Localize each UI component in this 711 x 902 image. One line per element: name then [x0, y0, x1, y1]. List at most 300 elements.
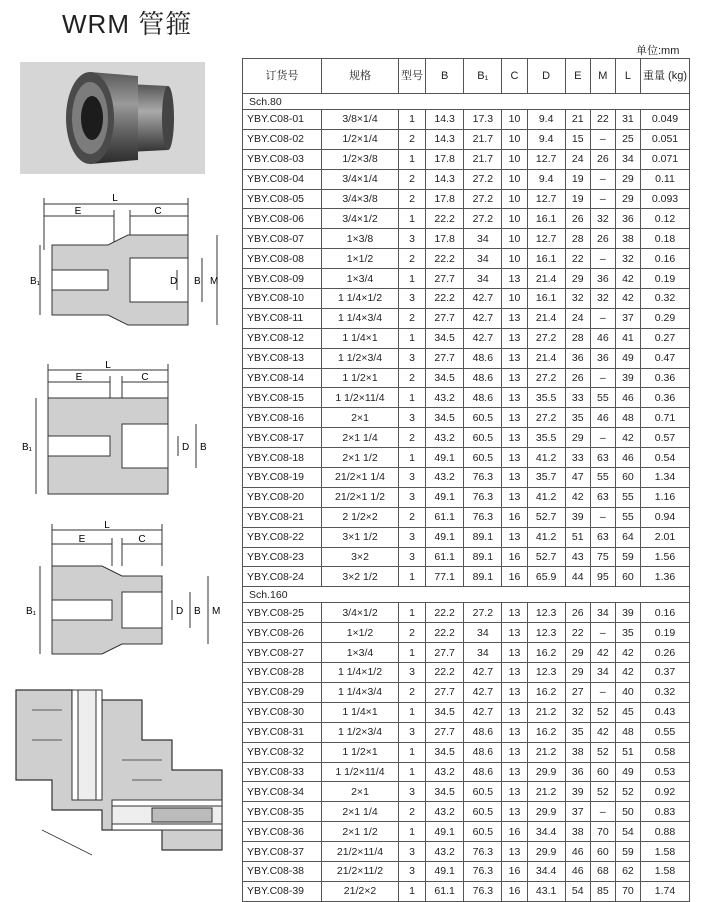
table-cell: 10: [502, 129, 527, 149]
table-cell: 13: [502, 328, 527, 348]
table-cell: 28: [565, 229, 590, 249]
table-cell: 1: [399, 269, 426, 289]
table-cell: 43.2: [426, 428, 464, 448]
table-cell: 46: [565, 861, 590, 881]
table-cell: 49.1: [426, 448, 464, 468]
table-cell: 1: [399, 110, 426, 130]
table-cell: 12.3: [527, 623, 565, 643]
table-cell: 49: [615, 762, 640, 782]
table-cell: 2: [399, 368, 426, 388]
table-cell: 43.2: [426, 802, 464, 822]
dim-label-d: D: [170, 276, 178, 287]
dim-label-l: L: [112, 193, 118, 204]
table-cell: 1×3/4: [322, 269, 399, 289]
table-cell: 27.2: [464, 603, 502, 623]
table-cell: 13: [502, 408, 527, 428]
table-cell: 3: [399, 408, 426, 428]
table-cell: 41: [615, 328, 640, 348]
table-cell: 0.57: [641, 428, 690, 448]
table-cell: 27.7: [426, 643, 464, 663]
table-cell: 0.58: [641, 742, 690, 762]
table-row: [243, 742, 690, 762]
table-cell: 1.16: [641, 487, 690, 507]
table-cell: 13: [502, 368, 527, 388]
table-cell: 76.3: [464, 842, 502, 862]
table-cell: 13: [502, 762, 527, 782]
table-row: [243, 129, 690, 149]
table-row: [243, 308, 690, 328]
table-cell: 3: [399, 782, 426, 802]
table-cell: 13: [502, 742, 527, 762]
table-cell: YBY.C08-15: [243, 388, 322, 408]
table-cell: 89.1: [464, 527, 502, 547]
table-cell: 19: [565, 189, 590, 209]
table-row: [243, 702, 690, 722]
table-cell: 60.5: [464, 448, 502, 468]
table-cell: 1: [399, 567, 426, 587]
table-cell: 0.071: [641, 149, 690, 169]
table-cell: 13: [502, 468, 527, 488]
table-cell: 46: [590, 328, 615, 348]
table-cell: 61.1: [426, 507, 464, 527]
table-cell: 2: [399, 623, 426, 643]
table-cell: 26: [565, 368, 590, 388]
unit-label: 单位:mm: [636, 45, 680, 57]
table-cell: YBY.C08-23: [243, 547, 322, 567]
table-cell: 76.3: [464, 881, 502, 901]
table-cell: 34: [464, 269, 502, 289]
table-cell: 1: [399, 643, 426, 663]
table-cell: 34: [615, 149, 640, 169]
table-cell: 44: [565, 567, 590, 587]
col-header-b: B: [426, 59, 464, 94]
table-cell: 27.7: [426, 348, 464, 368]
table-cell: 35.5: [527, 388, 565, 408]
table-cell: 2: [399, 129, 426, 149]
table-cell: 1 1/4×3/4: [322, 682, 399, 702]
table-cell: 10: [502, 149, 527, 169]
table-cell: 29.9: [527, 762, 565, 782]
table-cell: 16.1: [527, 289, 565, 309]
dimension-diagram-type1: [12, 190, 232, 340]
table-cell: 0.32: [641, 289, 690, 309]
col-header-size: 规格: [322, 59, 399, 94]
table-cell: 43: [565, 547, 590, 567]
table-cell: YBY.C08-03: [243, 149, 322, 169]
table-row: [243, 547, 690, 567]
table-cell: 0.19: [641, 623, 690, 643]
table-cell: 42: [615, 663, 640, 683]
table-cell: 0.32: [641, 682, 690, 702]
table-cell: YBY.C08-13: [243, 348, 322, 368]
table-cell: 32: [590, 209, 615, 229]
table-cell: 13: [502, 308, 527, 328]
table-cell: YBY.C08-36: [243, 822, 322, 842]
table-cell: 1: [399, 603, 426, 623]
table-row: [243, 643, 690, 663]
table-cell: 1×3/8: [322, 229, 399, 249]
table-cell: 42.7: [464, 308, 502, 328]
table-cell: 2×1 1/4: [322, 428, 399, 448]
table-cell: 33: [565, 388, 590, 408]
table-cell: 1: [399, 762, 426, 782]
table-cell: 89.1: [464, 567, 502, 587]
table-cell: 76.3: [464, 507, 502, 527]
table-cell: YBY.C08-25: [243, 603, 322, 623]
table-cell: 52: [615, 782, 640, 802]
table-cell: 16: [502, 507, 527, 527]
table-cell: 37: [615, 308, 640, 328]
table-cell: YBY.C08-17: [243, 428, 322, 448]
table-cell: 75: [590, 547, 615, 567]
table-cell: 1×1/2: [322, 623, 399, 643]
table-cell: 52: [590, 742, 615, 762]
table-cell: 60.5: [464, 428, 502, 448]
table-cell: 27.7: [426, 308, 464, 328]
table-cell: 3×1 1/2: [322, 527, 399, 547]
table-cell: 34: [464, 643, 502, 663]
table-row: [243, 468, 690, 488]
table-cell: YBY.C08-19: [243, 468, 322, 488]
table-row: [243, 527, 690, 547]
table-cell: 22.2: [426, 623, 464, 643]
table-cell: 32: [565, 289, 590, 309]
table-cell: 34.5: [426, 328, 464, 348]
table-cell: 16.1: [527, 209, 565, 229]
table-cell: 3: [399, 861, 426, 881]
table-cell: 2: [399, 169, 426, 189]
table-cell: 3/4×1/2: [322, 209, 399, 229]
table-row: [243, 762, 690, 782]
table-cell: –: [590, 169, 615, 189]
table-cell: 1 1/4×1/2: [322, 663, 399, 683]
table-cell: 26: [565, 603, 590, 623]
dim-label-e: E: [78, 534, 86, 545]
table-row: [243, 567, 690, 587]
table-cell: 13: [502, 842, 527, 862]
table-cell: 1.58: [641, 842, 690, 862]
table-cell: 29.9: [527, 842, 565, 862]
dim-label-b1: B₁: [26, 606, 37, 617]
table-cell: 34: [464, 623, 502, 643]
table-cell: 22.2: [426, 663, 464, 683]
table-cell: 16: [502, 547, 527, 567]
table-cell: 0.11: [641, 169, 690, 189]
table-cell: 13: [502, 643, 527, 663]
table-cell: 12.7: [527, 189, 565, 209]
table-cell: 22: [565, 623, 590, 643]
table-cell: 61.1: [426, 881, 464, 901]
table-cell: 36: [590, 348, 615, 368]
table-cell: 1 1/2×3/4: [322, 348, 399, 368]
table-cell: 1 1/4×1: [322, 702, 399, 722]
table-cell: YBY.C08-28: [243, 663, 322, 683]
product-photo: [20, 62, 205, 174]
table-cell: 25: [615, 129, 640, 149]
table-cell: 60.5: [464, 822, 502, 842]
table-cell: YBY.C08-12: [243, 328, 322, 348]
table-cell: YBY.C08-09: [243, 269, 322, 289]
page-title: WRM 管箍: [62, 9, 193, 39]
table-row: [243, 782, 690, 802]
table-cell: 22.2: [426, 289, 464, 309]
table-cell: 34: [464, 249, 502, 269]
table-cell: 0.94: [641, 507, 690, 527]
table-cell: 10: [502, 209, 527, 229]
table-row: [243, 169, 690, 189]
table-cell: YBY.C08-34: [243, 782, 322, 802]
table-cell: YBY.C08-24: [243, 567, 322, 587]
table-cell: 60: [590, 762, 615, 782]
table-cell: 1 1/2×1: [322, 368, 399, 388]
table-cell: 14.3: [426, 169, 464, 189]
table-cell: 2: [399, 249, 426, 269]
table-cell: YBY.C08-10: [243, 289, 322, 309]
table-cell: 49: [615, 348, 640, 368]
table-cell: 60.5: [464, 782, 502, 802]
table-cell: 2×1: [322, 782, 399, 802]
table-cell: 60.5: [464, 408, 502, 428]
section-row: [243, 587, 690, 603]
table-cell: 2×1: [322, 408, 399, 428]
table-cell: 62: [615, 861, 640, 881]
table-cell: 2: [399, 682, 426, 702]
table-cell: 12.7: [527, 149, 565, 169]
table-cell: 33: [565, 448, 590, 468]
table-cell: 3: [399, 527, 426, 547]
table-cell: 34.5: [426, 368, 464, 388]
table-cell: 3/4×1/2: [322, 603, 399, 623]
table-cell: 16.2: [527, 682, 565, 702]
col-header-l: L: [615, 59, 640, 94]
table-cell: 48.6: [464, 762, 502, 782]
table-cell: 0.12: [641, 209, 690, 229]
table-cell: 29.9: [527, 802, 565, 822]
table-cell: 13: [502, 802, 527, 822]
table-cell: 64: [615, 527, 640, 547]
table-cell: 41.2: [527, 448, 565, 468]
table-row: [243, 623, 690, 643]
table-cell: 0.54: [641, 448, 690, 468]
col-header-weight: 重量 (kg): [641, 59, 690, 94]
table-cell: 27.2: [464, 189, 502, 209]
table-cell: 35: [565, 408, 590, 428]
table-cell: 34.5: [426, 742, 464, 762]
table-cell: 1.34: [641, 468, 690, 488]
table-cell: 13: [502, 487, 527, 507]
table-cell: 39: [615, 603, 640, 623]
table-cell: 17.8: [426, 149, 464, 169]
dim-label-b1: B₁: [30, 276, 41, 287]
table-cell: 35: [565, 722, 590, 742]
table-cell: YBY.C08-37: [243, 842, 322, 862]
table-cell: 0.43: [641, 702, 690, 722]
table-cell: 40: [615, 682, 640, 702]
table-cell: 1: [399, 388, 426, 408]
dim-label-c: C: [138, 534, 146, 545]
table-cell: YBY.C08-38: [243, 861, 322, 881]
table-cell: 34.5: [426, 408, 464, 428]
table-cell: 35.7: [527, 468, 565, 488]
table-cell: 13: [502, 663, 527, 683]
table-row: [243, 408, 690, 428]
table-cell: 55: [615, 487, 640, 507]
col-header-e: E: [565, 59, 590, 94]
table-cell: YBY.C08-32: [243, 742, 322, 762]
table-cell: 42.7: [464, 702, 502, 722]
table-cell: 22: [565, 249, 590, 269]
table-cell: 3: [399, 348, 426, 368]
table-cell: 45: [615, 702, 640, 722]
table-cell: 13: [502, 388, 527, 408]
table-cell: 34: [464, 229, 502, 249]
table-cell: 16.2: [527, 643, 565, 663]
table-cell: 48: [615, 722, 640, 742]
table-cell: 13: [502, 348, 527, 368]
table-cell: YBY.C08-02: [243, 129, 322, 149]
col-header-m: M: [590, 59, 615, 94]
table-cell: 1: [399, 702, 426, 722]
col-header-d: D: [527, 59, 565, 94]
table-cell: 41.2: [527, 527, 565, 547]
table-cell: 21/2×1 1/4: [322, 468, 399, 488]
table-row: [243, 289, 690, 309]
dim-label-c: C: [141, 372, 149, 383]
table-cell: 46: [590, 408, 615, 428]
dimension-diagram-type2: [12, 358, 232, 508]
table-cell: 3: [399, 289, 426, 309]
dim-label-e: E: [75, 372, 83, 383]
table-cell: –: [590, 308, 615, 328]
table-cell: 1/2×1/4: [322, 129, 399, 149]
table-cell: 2: [399, 428, 426, 448]
table-cell: 21.7: [464, 149, 502, 169]
table-cell: 0.36: [641, 388, 690, 408]
table-cell: 13: [502, 623, 527, 643]
table-cell: 36: [565, 762, 590, 782]
table-cell: 0.27: [641, 328, 690, 348]
table-cell: 52.7: [527, 547, 565, 567]
table-cell: 54: [615, 822, 640, 842]
table-cell: 38: [565, 822, 590, 842]
table-cell: 1.74: [641, 881, 690, 901]
table-cell: YBY.C08-30: [243, 702, 322, 722]
table-cell: 70: [590, 822, 615, 842]
table-cell: YBY.C08-27: [243, 643, 322, 663]
table-row: [243, 229, 690, 249]
table-cell: 26: [590, 229, 615, 249]
table-cell: 52.7: [527, 507, 565, 527]
table-cell: 21.4: [527, 308, 565, 328]
table-cell: 3: [399, 663, 426, 683]
table-cell: 39: [615, 368, 640, 388]
dim-label-c: C: [154, 206, 162, 217]
table-cell: YBY.C08-08: [243, 249, 322, 269]
table-cell: 0.18: [641, 229, 690, 249]
table-cell: 16: [502, 861, 527, 881]
table-cell: 21.2: [527, 782, 565, 802]
table-cell: 13: [502, 428, 527, 448]
table-cell: 28: [565, 328, 590, 348]
table-cell: 0.26: [641, 643, 690, 663]
dim-label-m: M: [210, 276, 219, 287]
table-cell: 1 1/4×1/2: [322, 289, 399, 309]
table-cell: 32: [565, 702, 590, 722]
table-row: [243, 209, 690, 229]
table-cell: 63: [590, 448, 615, 468]
table-row: [243, 881, 690, 901]
table-cell: YBY.C08-39: [243, 881, 322, 901]
table-cell: 43.2: [426, 468, 464, 488]
table-cell: 27.2: [527, 368, 565, 388]
table-cell: 49.1: [426, 822, 464, 842]
table-cell: 0.47: [641, 348, 690, 368]
dim-label-b: B: [194, 276, 201, 287]
table-cell: 0.37: [641, 663, 690, 683]
table-cell: 2×1 1/2: [322, 448, 399, 468]
table-cell: 27.7: [426, 269, 464, 289]
table-cell: 10: [502, 169, 527, 189]
table-row: [243, 603, 690, 623]
table-cell: 12.3: [527, 603, 565, 623]
table-cell: 60: [590, 842, 615, 862]
table-cell: 43.2: [426, 842, 464, 862]
table-cell: 0.83: [641, 802, 690, 822]
table-cell: 89.1: [464, 547, 502, 567]
table-cell: 39: [565, 507, 590, 527]
table-cell: 3: [399, 722, 426, 742]
table-cell: 3/4×3/8: [322, 189, 399, 209]
col-header-c: C: [502, 59, 527, 94]
table-cell: 12.7: [527, 229, 565, 249]
table-cell: 77.1: [426, 567, 464, 587]
table-cell: 52: [590, 782, 615, 802]
col-header-b1: B₁: [464, 59, 502, 94]
table-cell: 2.01: [641, 527, 690, 547]
dim-label-l: L: [105, 360, 111, 371]
table-cell: 2×1 1/4: [322, 802, 399, 822]
table-row: [243, 822, 690, 842]
table-cell: 9.4: [527, 129, 565, 149]
table-cell: 22.2: [426, 603, 464, 623]
section-row: [243, 94, 690, 110]
table-cell: 1 1/4×3/4: [322, 308, 399, 328]
table-cell: 10: [502, 229, 527, 249]
table-cell: 1: [399, 881, 426, 901]
table-cell: 55: [590, 468, 615, 488]
table-cell: 29: [565, 428, 590, 448]
table-cell: 0.88: [641, 822, 690, 842]
table-cell: 3: [399, 229, 426, 249]
table-row: [243, 368, 690, 388]
table-cell: 2: [399, 802, 426, 822]
table-cell: 76.3: [464, 468, 502, 488]
table-cell: YBY.C08-11: [243, 308, 322, 328]
table-cell: 2: [399, 308, 426, 328]
table-cell: YBY.C08-05: [243, 189, 322, 209]
table-cell: 12.3: [527, 663, 565, 683]
table-cell: 42.7: [464, 289, 502, 309]
table-cell: 46: [615, 388, 640, 408]
section-label: Sch.160: [243, 587, 690, 603]
table-row: [243, 842, 690, 862]
dim-label-b1: B₁: [22, 442, 33, 453]
table-row: [243, 507, 690, 527]
table-cell: 2×1 1/2: [322, 822, 399, 842]
table-cell: 50: [615, 802, 640, 822]
table-cell: 42: [590, 643, 615, 663]
table-cell: –: [590, 507, 615, 527]
